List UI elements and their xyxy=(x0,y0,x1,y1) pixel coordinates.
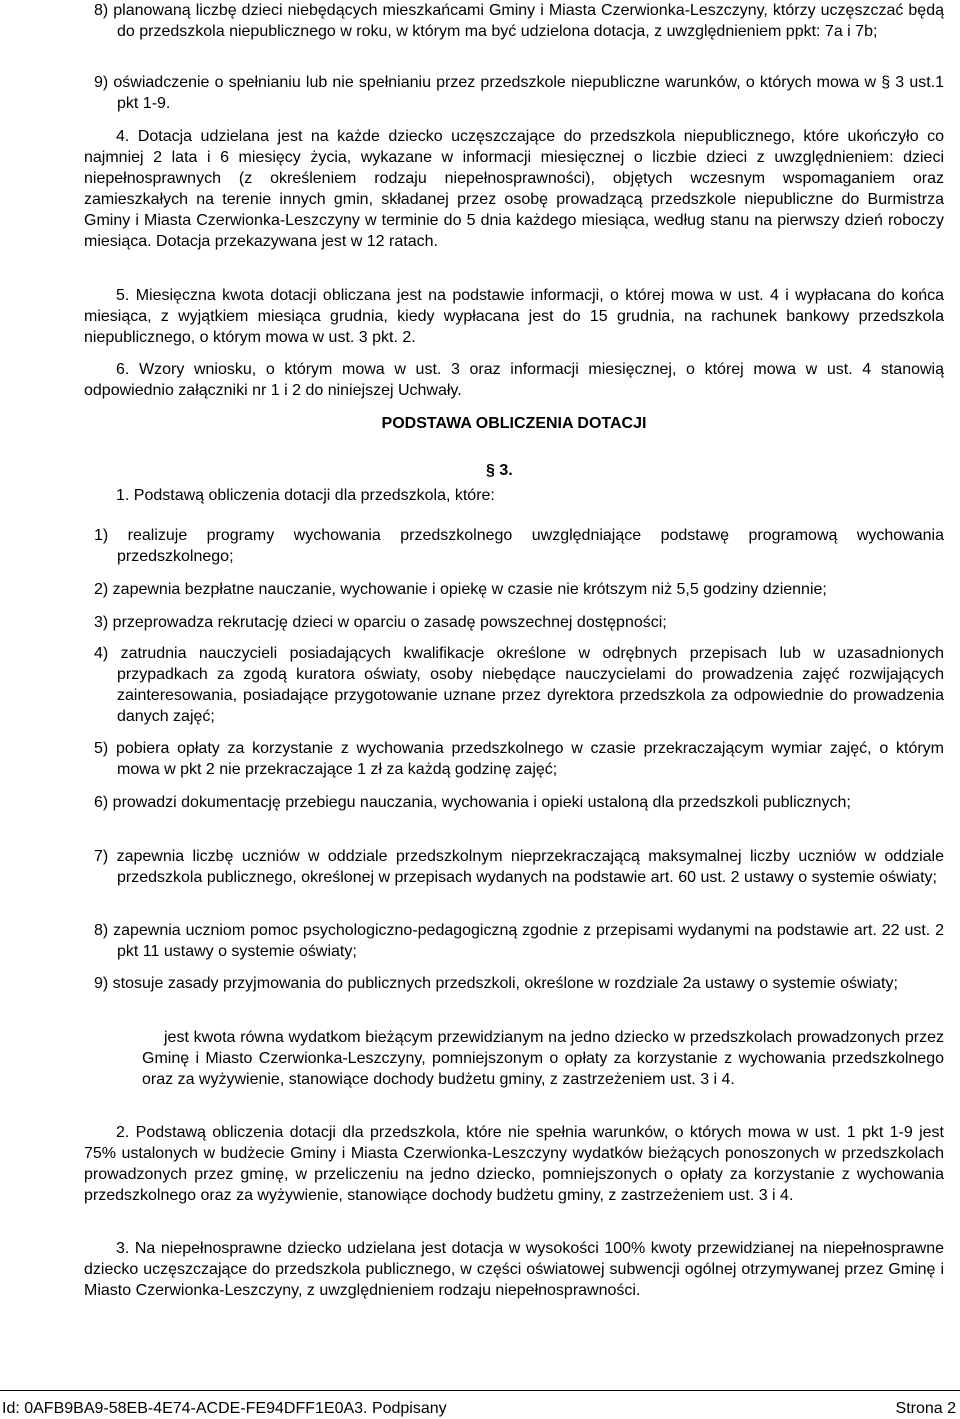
condition-item-6: 6) prowadzi dokumentację przebiegu nauczania, wychowania i opieki ustaloną dla przedszkoli publicznych; xyxy=(94,794,851,811)
condition-item-1: 1) realizuje programy wychowania przedszkolnego uwzględniające podstawę programową wychowania przedszkolnego; xyxy=(94,527,944,565)
basis-amount-paragraph: jest kwota równa wydatkom bieżącym przewidzianym na jedno dziecko w przedszkolach prowadzonych przez Gminę i Miasto Czerwionka-Leszczyny, pomniejszonym o opłaty za korzystanie z wychowania przedszkolnego oraz za wyżywienie, stanowiące dochody budżetu gminy, z zastrzeżeniem ust. 3 i 4. xyxy=(142,1029,944,1088)
condition-item-7: 7) zapewnia liczbę uczniów w oddziale przedszkolnym nieprzekraczającą maksymalnej liczby uczniów w oddziale przedszkola publicznego, określonej w przepisach wydanych na podstawie art. 60 ust. 2 ustawy o systemie oświaty; xyxy=(94,848,944,886)
footer-page-number: Strona 2 xyxy=(895,1400,956,1417)
section-3-paragraph-1: 1. Podstawą obliczenia dotacji dla przedszkola, które: xyxy=(116,487,495,504)
paragraph-4: 4. Dotacja udzielana jest na każde dziecko uczęszczające do przedszkola niepublicznego, które ukończyło co najmniej 2 lata i 6 miesięcy życia, wykazane w informacji miesięcznej o liczbie dzieci z uwzględnieniem: dzieci niepełnosprawnych (z określeniem rodzaju niepełnosprawności), objętych wczesnym wspomaganiem oraz zamieszkałych na terenie innych gmin, składanej przez osobę prowadzącą przedszkole niepubliczne do Burmistrza Gminy i Miasta Czerwionka-Leszczyny w terminie do 5 dnia każdego miesiąca, według stanu na pierwszy dzień roboczy miesiąca. Dotacja przekazywana jest w 12 ratach. xyxy=(84,128,944,250)
footer-document-id: Id: 0AFB9BA9-58EB-4E74-ACDE-FE94DFF1E0A3. Podpisany xyxy=(2,1400,447,1417)
condition-item-5: 5) pobiera opłaty za korzystanie z wychowania przedszkolnego w czasie przekraczającym wymiar zajęć, o którym mowa w pkt 2 nie przekraczające 1 zł za każdą godzinę zajęć; xyxy=(94,740,944,778)
paragraph-5: 5. Miesięczna kwota dotacji obliczana jest na podstawie informacji, o której mowa w ust. 4 i wypłacana do końca miesiąca, z wyjątkiem miesiąca grudnia, kiedy wypłacana jest do 15 grudnia, na rachunek bankowy przedszkola niepublicznego, o którym mowa w ust. 3 pkt. 2. xyxy=(84,287,944,346)
condition-item-4: 4) zatrudnia nauczycieli posiadających kwalifikacje określone w odrębnych przepisach lub w uzasadnionych przypadkach za zgodą kuratora oświaty, osoby niebędące nauczycielami do prowadzenia zajęć rozwijających zainteresowania, posiadające przygotowanie uznane przez dyrektora przedszkola za odpowiednie do prowadzenia danych zajęć; xyxy=(94,645,944,725)
condition-item-2: 2) zapewnia bezpłatne nauczanie, wychowanie i opiekę w czasie nie krótszym niż 5,5 godziny dziennie; xyxy=(94,581,827,598)
condition-item-9: 9) stosuje zasady przyjmowania do publicznych przedszkoli, określone w rozdziale 2a ustawy o systemie oświaty; xyxy=(94,975,898,992)
paragraph-6: 6. Wzory wniosku, o którym mowa w ust. 3 oraz informacji miesięcznej, o której mowa w ust. 4 stanowią odpowiednio załączniki nr 1 i 2 do niniejszej Uchwały. xyxy=(84,361,944,399)
condition-item-8: 8) zapewnia uczniom pomoc psychologiczno-pedagogiczną zgodnie z przepisami wydanymi na podstawie art. 22 ust. 2 pkt 11 ustawy o systemie oświaty; xyxy=(94,922,944,960)
list-item-9-applicant: 9) oświadczenie o spełnianiu lub nie spełnianiu przez przedszkole niepubliczne warunków, o których mowa w § 3 ust.1 pkt 1-9. xyxy=(94,74,944,112)
section-3-paragraph-3: 3. Na niepełnosprawne dziecko udzielana jest dotacja w wysokości 100% kwoty przewidzianej na niepełnosprawne dziecko uczęszczające do przedszkola publicznego, w części oświatowej subwencji ogólnej otrzymywanej przez Gminę i Miasto Czerwionka-Leszczyny, z uwzględnieniem rodzaju niepełnosprawności. xyxy=(84,1240,944,1299)
section-3-paragraph-2: 2. Podstawą obliczenia dotacji dla przedszkola, które nie spełnia warunków, o których mowa w ust. 1 pkt 1-9 jest 75% ustalonych w budżecie Gminy i Miasta Czerwionka-Leszczyny wydatków bieżących ponoszonych w przedszkolach prowadzonych przez gminę, w przeliczeniu na jedno dziecko, pomniejszonych o opłaty za korzystanie z wychowania przedszkolnego oraz za wyżywienie, stanowiące dochody budżetu gminy, z zastrzeżeniem ust. 3 i 4. xyxy=(84,1124,944,1204)
list-item-8-applicant: 8) planowaną liczbę dzieci niebędących mieszkańcami Gminy i Miasta Czerwionka-Leszczyny, którzy uczęszczać będą do przedszkola niepublicznego w roku, w którym ma być udzielona dotacja, z uwzględnieniem ppkt: 7a i 7b; xyxy=(94,2,944,40)
condition-item-3: 3) przeprowadza rekrutację dzieci w oparciu o zasadę powszechnej dostępności; xyxy=(94,614,667,631)
section-heading: PODSTAWA OBLICZENIA DOTACJI xyxy=(381,415,647,432)
section-number: § 3. xyxy=(486,462,513,479)
footer-divider xyxy=(0,1390,960,1391)
